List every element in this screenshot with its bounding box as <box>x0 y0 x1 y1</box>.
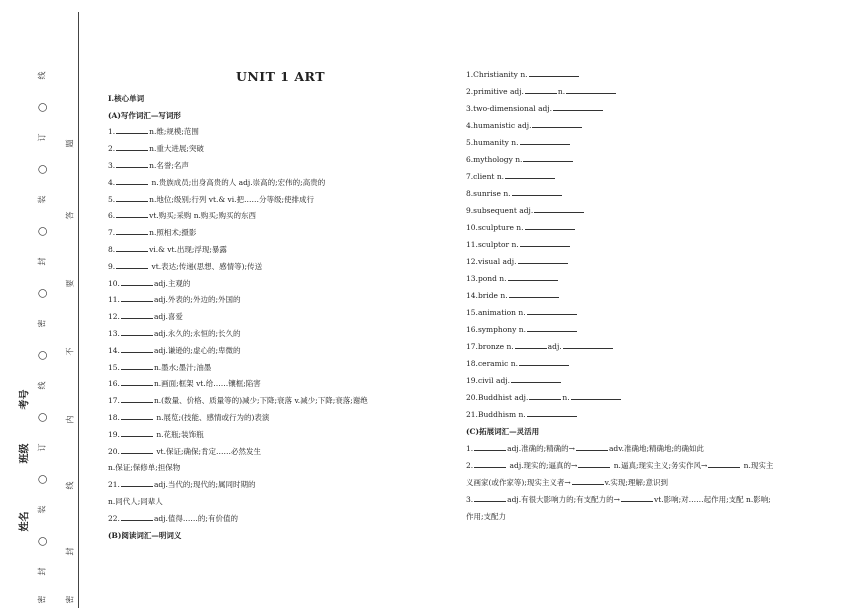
answer-blank[interactable] <box>511 375 561 383</box>
answer-blank[interactable] <box>505 171 555 179</box>
item-word: Buddhism <box>477 410 517 419</box>
item-definition: adj.永久的;永恒的;长久的 <box>153 328 241 338</box>
item-number: 18. <box>466 359 478 368</box>
answer-blank[interactable] <box>529 69 579 77</box>
list-item <box>466 168 826 185</box>
seal-char <box>32 132 52 143</box>
student-field-text: 考号 <box>19 389 31 410</box>
section-b-list <box>466 66 826 423</box>
answer-blank[interactable] <box>527 324 577 332</box>
list-item <box>108 393 453 410</box>
list-item <box>466 287 826 304</box>
answer-blank[interactable] <box>529 392 561 400</box>
item-word: humanistic <box>473 121 516 130</box>
list-item <box>108 175 453 192</box>
item-word: bride <box>477 291 498 300</box>
item-word: Buddhist <box>477 393 512 402</box>
list-item <box>108 225 453 242</box>
list-item <box>108 192 453 209</box>
item-definition: adj.谦逊的;虚心的;卑微的 <box>153 345 241 355</box>
item-number: 4. <box>108 177 116 187</box>
list-item: 22. adj.值得……的;有价值的 <box>108 513 238 523</box>
seal-char-text: 封 <box>37 257 47 266</box>
item-number: 12. <box>466 257 478 266</box>
item-pos: n. <box>511 138 519 147</box>
left-column <box>108 66 453 544</box>
answer-blank[interactable] <box>121 362 153 370</box>
list-item <box>108 292 453 309</box>
seal-char-text: 密 <box>37 319 47 328</box>
answer-blank[interactable] <box>121 294 153 302</box>
list-item <box>466 355 826 372</box>
list-item <box>466 338 826 355</box>
item-pos: n. <box>518 325 526 334</box>
answer-blank[interactable] <box>121 278 153 286</box>
seal-char <box>60 414 80 425</box>
item-pos: n. <box>500 291 508 300</box>
answer-blank[interactable] <box>525 222 575 230</box>
answer-blank[interactable] <box>121 395 153 403</box>
item-number: 5. <box>108 194 116 204</box>
item-number: 15. <box>466 308 478 317</box>
item-pos: adj. <box>495 376 510 385</box>
right-column <box>466 66 826 525</box>
answer-blank[interactable] <box>121 311 153 319</box>
item-definition: n.花瓶;装饰瓶 <box>153 429 204 439</box>
item-word: sunrise <box>473 189 501 198</box>
item-pos: n. <box>510 359 518 368</box>
seal-char-text: 线 <box>65 481 75 490</box>
list-item <box>466 134 826 151</box>
item-pos: adj. <box>502 257 517 266</box>
item-pos: n. <box>499 274 507 283</box>
seal-circle-glyph: ○ <box>35 474 49 485</box>
item-word: humanity <box>473 138 509 147</box>
seal-char <box>32 442 52 453</box>
list-item <box>466 151 826 168</box>
item-number: 2. <box>466 87 474 96</box>
unit-title: UNIT 1 ART <box>235 69 326 84</box>
item-number: 19. <box>108 429 120 439</box>
answer-blank[interactable] <box>121 412 153 420</box>
item-number: 7. <box>466 172 474 181</box>
item-pos: n. <box>518 308 526 317</box>
binding-line <box>78 12 79 608</box>
list-item <box>108 444 453 461</box>
seal-char <box>60 546 80 557</box>
item-definition: n.地位;级别;行列 vt.& vi.把……分等级;使排成行 <box>149 194 315 204</box>
item-number: 6. <box>108 211 116 221</box>
answer-blank[interactable] <box>121 345 153 353</box>
item-definition: adj.主观的 <box>153 278 191 288</box>
list-item <box>466 372 826 389</box>
seal-char-text: 装 <box>37 505 47 514</box>
item-number: 8. <box>108 244 116 254</box>
item-pos: n. <box>515 155 523 164</box>
list-item <box>108 158 453 175</box>
item-number: 16. <box>108 379 120 389</box>
item-definition: n.重大进展;突破 <box>149 144 204 154</box>
item-pos: n. <box>518 410 526 419</box>
list-item <box>108 208 453 225</box>
item-20-continued: n.保证;保修单;担保物 <box>108 463 181 473</box>
answer-blank[interactable] <box>116 261 148 269</box>
item-number: 6. <box>466 155 474 164</box>
item-number: 2. <box>108 144 116 154</box>
item-pos: adj. <box>547 342 562 351</box>
item-number: 17. <box>466 342 478 351</box>
seal-char <box>32 256 52 267</box>
seal-char-text: 线 <box>37 71 47 80</box>
answer-blank[interactable] <box>553 103 603 111</box>
list-item <box>466 389 826 406</box>
item-definition: vt.保证;确保;肯定……必然发生 <box>153 446 262 456</box>
seal-char <box>60 138 80 149</box>
item-definition: vi.& vt.出现;浮现;暴露 <box>149 244 227 254</box>
student-field-label <box>12 511 34 532</box>
seal-circle-glyph: ○ <box>35 164 49 175</box>
seal-char <box>32 380 52 391</box>
seal-char-text: 密 <box>65 595 75 604</box>
item-number: 15. <box>108 362 120 372</box>
seal-circle-icon <box>32 101 52 114</box>
answer-blank[interactable] <box>116 160 148 168</box>
list-item: 21. adj.当代的;现代的;属同时期的 <box>108 480 256 490</box>
item-number: 18. <box>108 412 120 422</box>
seal-char-text: 不 <box>65 347 75 356</box>
item-word: sculptor <box>477 240 510 249</box>
answer-blank[interactable] <box>576 443 608 451</box>
item-pos: n. <box>520 70 528 79</box>
item-number: 13. <box>108 328 120 338</box>
seal-char-text: 订 <box>37 133 47 142</box>
list-item <box>466 406 826 423</box>
item-number: 14. <box>466 291 478 300</box>
seal-char-text: 封 <box>65 547 75 556</box>
seal-circle-icon <box>32 535 52 548</box>
seal-char-text: 装 <box>37 195 47 204</box>
answer-blank[interactable] <box>116 227 148 235</box>
item-number: 8. <box>466 189 474 198</box>
list-item <box>466 270 826 287</box>
item-definition: n.墨水;墨汁;油墨 <box>153 362 212 372</box>
seal-char <box>32 70 52 81</box>
item-pos: adj. <box>519 206 534 215</box>
answer-blank[interactable] <box>121 328 153 336</box>
item-definition: vt.表达;传递(思想、感情等);传送 <box>149 261 263 271</box>
item-definition: vt.购买;采购 n.购买;购买的东西 <box>149 211 256 221</box>
item-definition: n.维;规模;范围 <box>149 127 199 137</box>
item-pos: n. <box>496 172 505 181</box>
item-word: visual <box>477 257 501 266</box>
list-item <box>108 124 453 141</box>
item-word: mythology <box>473 155 513 164</box>
list-item <box>466 66 826 83</box>
seal-column-outer <box>32 0 52 608</box>
item-number: 14. <box>108 345 120 355</box>
answer-blank[interactable] <box>116 210 148 218</box>
item-pos: n. <box>511 240 519 249</box>
seal-char <box>60 594 80 605</box>
item-pos: adj. <box>538 104 553 113</box>
answer-blank[interactable] <box>518 256 568 264</box>
seal-circle-glyph: ○ <box>35 536 49 547</box>
item-definition: n.贵族成员;出身高贵的人 adj.崇高的;宏伟的;高贵的 <box>149 177 326 187</box>
seal-circle-glyph: ○ <box>35 350 49 361</box>
answer-blank[interactable] <box>523 154 573 162</box>
answer-blank[interactable] <box>519 358 569 366</box>
seal-char <box>32 566 52 577</box>
answer-blank[interactable] <box>578 460 610 468</box>
answer-blank[interactable] <box>121 479 153 487</box>
section-b-heading: (B)阅读词汇—明词义 <box>108 530 182 540</box>
item-word: civil <box>477 376 494 385</box>
item-word: subsequent <box>473 206 517 215</box>
answer-blank[interactable] <box>571 392 621 400</box>
answer-blank[interactable] <box>474 494 506 502</box>
answer-blank[interactable] <box>121 378 153 386</box>
seal-char <box>60 278 80 289</box>
answer-blank[interactable] <box>116 143 148 151</box>
answer-blank[interactable] <box>116 194 148 202</box>
list-item <box>466 236 826 253</box>
item-number: 10. <box>466 223 478 232</box>
item-number: 12. <box>108 312 120 322</box>
seal-char <box>32 318 52 329</box>
list-item <box>108 259 453 276</box>
list-item <box>108 242 453 259</box>
list-item <box>466 253 826 270</box>
seal-char-text: 答 <box>65 211 75 220</box>
answer-blank[interactable] <box>534 205 584 213</box>
item-number: 5. <box>466 138 474 147</box>
item-number: 20. <box>108 446 120 456</box>
item-word: bronze <box>477 342 505 351</box>
seal-column-inner <box>60 0 80 608</box>
answer-blank[interactable] <box>708 460 740 468</box>
item-number: 9. <box>108 261 116 271</box>
item-number: 7. <box>108 228 116 238</box>
item-number: 3. <box>466 104 474 113</box>
list-item <box>466 185 826 202</box>
item-number: 9. <box>466 206 474 215</box>
item-word: client <box>473 172 495 181</box>
item-number: 4. <box>466 121 474 130</box>
seal-char-text: 线 <box>37 381 47 390</box>
answer-blank[interactable] <box>527 409 577 417</box>
item-number: 1. <box>466 70 474 79</box>
answer-blank[interactable] <box>572 477 604 485</box>
seal-circle-glyph: ○ <box>35 226 49 237</box>
item-21-continued: n.同代人;同辈人 <box>108 496 163 506</box>
seal-char-text: 要 <box>65 279 75 288</box>
item-pos: n. <box>506 342 514 351</box>
list-item <box>466 321 826 338</box>
item-number: 3. <box>108 160 116 170</box>
seal-char-text: 密 <box>37 595 47 604</box>
seal-circle-icon <box>32 225 52 238</box>
item-definition: adj.喜爱 <box>153 312 183 322</box>
answer-blank[interactable] <box>520 137 570 145</box>
item-number: 11. <box>108 295 120 305</box>
list-item <box>466 100 826 117</box>
item-pos: n. <box>516 223 524 232</box>
list-item <box>108 376 453 393</box>
seal-circle-icon <box>32 163 52 176</box>
list-item <box>108 343 453 360</box>
item-number: 17. <box>108 396 120 406</box>
seal-circle-glyph: ○ <box>35 288 49 299</box>
list-item <box>466 202 826 219</box>
answer-blank[interactable] <box>566 86 616 94</box>
student-field-label <box>12 389 34 410</box>
answer-blank[interactable] <box>116 244 148 252</box>
item-number: 20. <box>466 393 478 402</box>
item-pos: adj. <box>509 87 524 96</box>
answer-blank[interactable] <box>474 443 506 451</box>
student-field-text: 班级 <box>19 443 31 464</box>
seal-circle-icon <box>32 349 52 362</box>
item-pos: adj. <box>514 393 529 402</box>
list-item <box>466 117 826 134</box>
answer-blank[interactable] <box>121 446 153 454</box>
seal-char-text: 订 <box>37 443 47 452</box>
seal-char <box>60 480 80 491</box>
item-number: 13. <box>466 274 478 283</box>
answer-blank[interactable] <box>121 429 153 437</box>
section-a-heading: (A)写作词汇—写词形 <box>108 110 181 120</box>
list-item: 3. adj.有很大影响力的;有支配力的→ vt.影响;对……起作用;支配 n.影响; <box>466 495 771 504</box>
answer-blank[interactable] <box>474 460 506 468</box>
answer-blank[interactable] <box>532 120 582 128</box>
answer-blank[interactable] <box>512 188 562 196</box>
item-definition: adj.外表的;外边的;外国的 <box>153 295 241 305</box>
seal-char <box>60 346 80 357</box>
item-definition: n.展览;(技能、感情或行为的)表演 <box>153 412 270 422</box>
seal-char <box>32 594 52 605</box>
item-number: 16. <box>466 325 478 334</box>
item-word: two-dimensional <box>473 104 536 113</box>
answer-blank[interactable] <box>520 239 570 247</box>
answer-blank[interactable] <box>515 341 547 349</box>
list-item: 1. adj.准确的;精确的→ adv.准确地;精确地;的确如此 <box>466 444 705 453</box>
answer-blank[interactable] <box>621 494 653 502</box>
item-number: 10. <box>108 278 120 288</box>
item-word: ceramic <box>477 359 509 368</box>
answer-blank[interactable] <box>508 273 558 281</box>
list-item-continued: 义画家(或作家等);现实主义者→ v.实现;理解;意识到 <box>466 478 668 487</box>
seal-char-text: 内 <box>65 415 75 424</box>
list-item: 2. adj.现实的;逼真的→ n.逼真;现实主义;务实作风→ n.现实主 <box>466 461 774 470</box>
item-number: 19. <box>466 376 478 385</box>
item-number: 11. <box>466 240 478 249</box>
list-item <box>108 410 453 427</box>
list-item <box>108 309 453 326</box>
item-pos: n. <box>557 87 566 96</box>
item-word: symphony <box>477 325 517 334</box>
seal-char-text: 题 <box>65 139 75 148</box>
seal-circle-icon <box>32 411 52 424</box>
list-item <box>466 219 826 236</box>
list-item <box>466 304 826 321</box>
seal-circle-glyph: ○ <box>35 102 49 113</box>
answer-blank[interactable] <box>527 307 577 315</box>
seal-char <box>32 504 52 515</box>
seal-circle-icon <box>32 473 52 486</box>
seal-circle-icon <box>32 287 52 300</box>
list-item <box>466 83 826 100</box>
student-field-label <box>12 443 34 464</box>
list-item <box>108 276 453 293</box>
item-pos: adj. <box>517 121 532 130</box>
section-c-heading: (C)拓展词汇—灵活用 <box>466 427 540 436</box>
answer-blank[interactable] <box>563 341 613 349</box>
item-pos: n. <box>503 189 511 198</box>
seal-circle-glyph: ○ <box>35 412 49 423</box>
item-pos: n. <box>562 393 570 402</box>
list-item <box>108 360 453 377</box>
seal-char <box>32 194 52 205</box>
item-word: pond <box>477 274 497 283</box>
item-word: animation <box>477 308 516 317</box>
seal-char <box>60 210 80 221</box>
answer-blank[interactable] <box>525 86 557 94</box>
seal-char-text: 封 <box>37 567 47 576</box>
item-number: 1. <box>108 127 116 137</box>
item-word: primitive <box>473 87 508 96</box>
item-definition: n.照相术;摄影 <box>149 228 197 238</box>
section-core-words: Ⅰ.核心单词 <box>108 93 145 103</box>
answer-blank[interactable] <box>121 513 153 521</box>
answer-blank[interactable] <box>509 290 559 298</box>
list-item <box>108 427 453 444</box>
list-item <box>108 141 453 158</box>
item-definition: n.(数量、价格、质量等的)减少;下降;衰落 v.减少;下降;衰落;谢绝 <box>153 396 368 406</box>
item-definition: n.画面;框架 vt.给……镶框;陷害 <box>153 379 261 389</box>
item-definition: n.名誉;名声 <box>149 160 189 170</box>
answer-blank[interactable] <box>116 126 148 134</box>
answer-blank[interactable] <box>116 177 148 185</box>
item-word: sculpture <box>477 223 514 232</box>
item-number: 21. <box>466 410 478 419</box>
list-item <box>108 326 453 343</box>
student-field-text: 姓名 <box>19 511 31 532</box>
section-a-list <box>108 124 453 460</box>
item-word: Christianity <box>473 70 518 79</box>
list-item-continued: 作用;支配力 <box>466 512 507 521</box>
